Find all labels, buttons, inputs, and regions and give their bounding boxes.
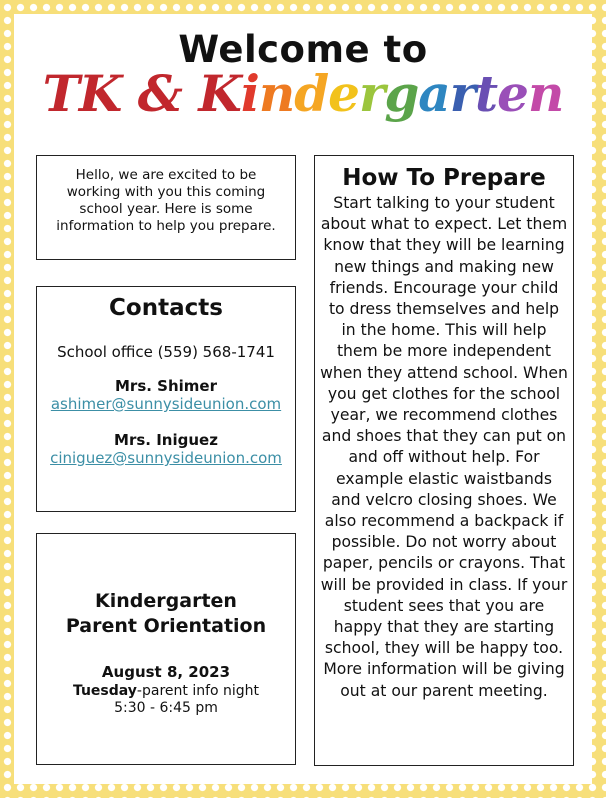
- orientation-box: [36, 533, 296, 765]
- orientation-day: Tuesday: [72, 683, 137, 699]
- orientation-date: August 8, 2023: [101, 663, 231, 681]
- intro-text: Hello, we are excited to be working with you this coming school year. Here is some information to help you prepare.: [56, 167, 276, 234]
- orientation-time: 5:30 - 6:45 pm: [114, 700, 218, 716]
- school-office-phone: School office (559) 568-1741: [57, 343, 275, 361]
- orientation-title: Kindergarten: [95, 590, 237, 612]
- teacher-email-link[interactable]: ciniguez@sunnysideunion.com: [50, 449, 282, 467]
- contacts-heading: Contacts: [109, 295, 223, 321]
- how-to-prepare-box: [314, 155, 574, 766]
- teacher-email-link[interactable]: ashimer@sunnysideunion.com: [50, 395, 282, 413]
- teacher-name: Mrs. Shimer: [115, 377, 217, 395]
- welcome-heading: Welcome to: [178, 28, 428, 71]
- intro-box: [36, 155, 296, 260]
- contacts-box: [36, 286, 296, 512]
- prepare-heading: How To Prepare: [342, 165, 546, 191]
- teacher-name: Mrs. Iniguez: [114, 431, 218, 449]
- orientation-night-label: -parent info night: [136, 683, 260, 699]
- prepare-body: Start talking to your student about what to expect. Let them know that they will be learning new things and making new friends. Encourage your child to dress themselves and help in the home. This will help them be more independent when they attend school. When you get clothes for the school year, we recommend clothes and shoes that they can put on and off without help. For example elastic waistbands and velcro closing shoes. We also recommend a backpack if possible. Do not worry about paper, pencils or crayons. That will be provided in class. If your student sees that you are happy that they are starting school, they will be happy too. More information will be giving out at our parent meeting.: [320, 194, 568, 700]
- orientation-title: Parent Orientation: [65, 615, 267, 637]
- orientation-night: [37, 683, 295, 699]
- program-title: TK & Kindergarten: [42, 64, 564, 123]
